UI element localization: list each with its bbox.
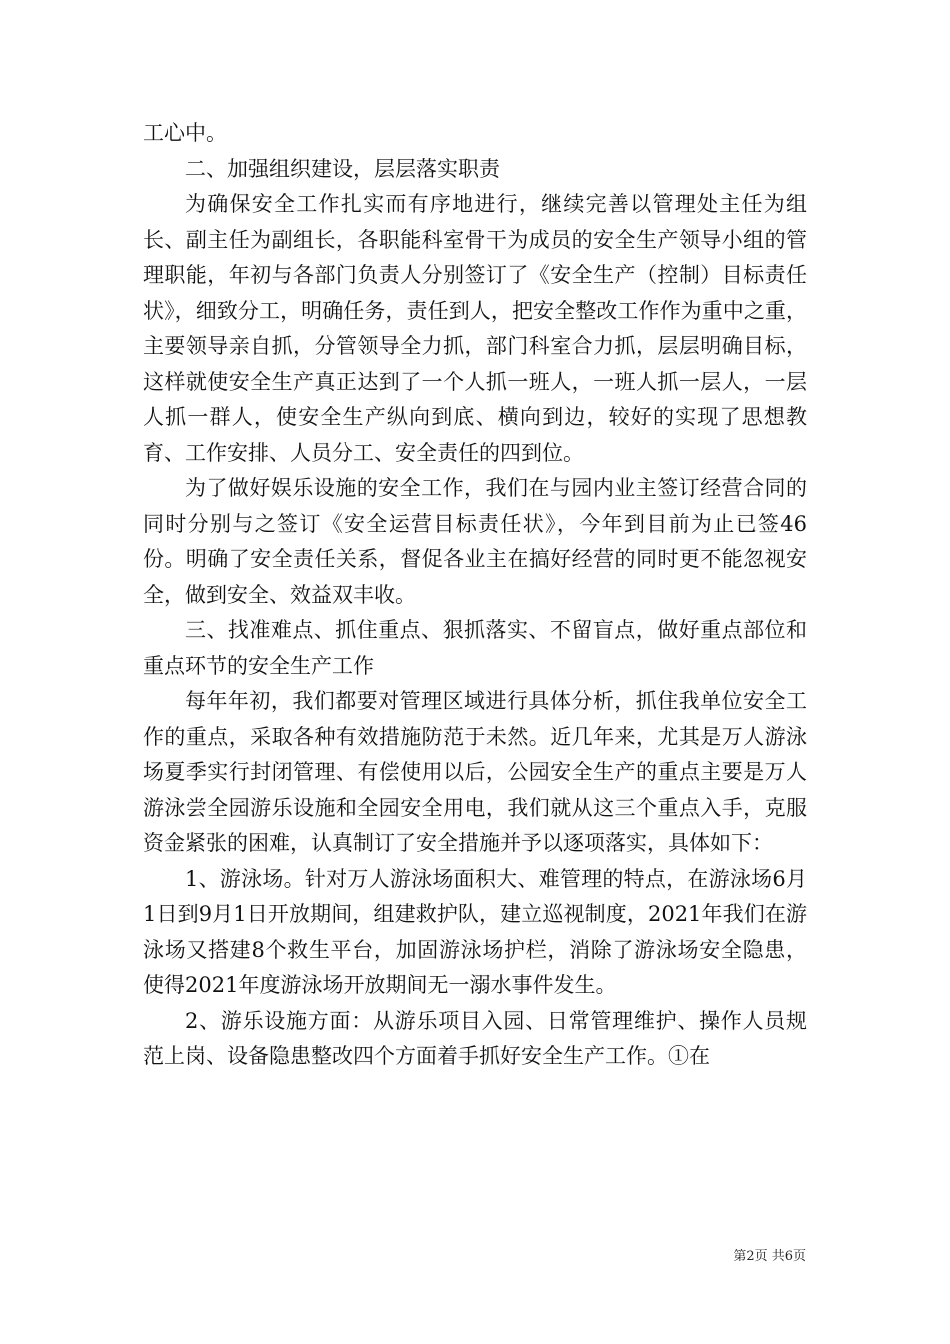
section-heading-2: 二、加强组织建设，层层落实职责 — [185, 156, 500, 181]
list-item-rides: 2、游乐设施方面：从游乐项目入园、日常管理维护、操作人员规范上岗、设备隐患整改四个方面着手抓好安全生产工作。①在 — [143, 1008, 807, 1068]
paragraph: 为了做好娱乐设施的安全工作，我们在与园内业主签订经营合同的同时分别与之签订《安全运营目标责任状》，今年到目前为止已签46份。明确了安全责任关系，督促各业主在搞好经营的同时更不能忽视安全，做到安全、效益双丰收。 — [143, 476, 807, 607]
section-heading-3: 三、找准难点、抓住重点、狠抓落实、不留盲点，做好重点部位和重点环节的安全生产工作 — [143, 618, 807, 678]
list-item-swimming: 1、游泳场。针对万人游泳场面积大、难管理的特点，在游泳场6月1日到9月1日开放期间，组建救护队，建立巡视制度，2021年我们在游泳场又搭建8个救生平台，加固游泳场护栏，消除了游泳场安全隐患，使得2021年度游泳场开放期间无一溺水事件发生。 — [143, 866, 807, 997]
paragraph: 每年年初，我们都要对管理区域进行具体分析，抓住我单位安全工作的重点，采取各种有效措施防范于未然。近几年来，尤其是万人游泳场夏季实行封闭管理、有偿使用以后，公园安全生产的重点主要是万人游泳尝全园游乐设施和全园安全用电，我们就从这三个重点入手，克服资金紧张的困难，认真制订了安全措施并予以逐项落实，具体如下： — [143, 689, 807, 855]
document-body — [143, 116, 807, 1075]
paragraph: 为确保安全工作扎实而有序地进行，继续完善以管理处主任为组长、副主任为副组长，各职能科室骨干为成员的安全生产领导小组的管理职能，年初与各部门负责人分别签订了《安全生产（控制）目标责任状》，细致分工，明确任务，责任到人，把安全整改工作作为重中之重，主要领导亲自抓，分管领导全力抓，部门科室合力抓，层层明确目标，这样就使安全生产真正达到了一个人抓一班人，一班人抓一层人，一层人抓一群人，使安全生产纵向到底、横向到边，较好的实现了思想教育、工作安排、人员分工、安全责任的四到位。 — [143, 192, 807, 465]
paragraph-continuation: 工心中。 — [143, 121, 227, 145]
page-number: 第2页 共6页 — [733, 1249, 806, 1264]
